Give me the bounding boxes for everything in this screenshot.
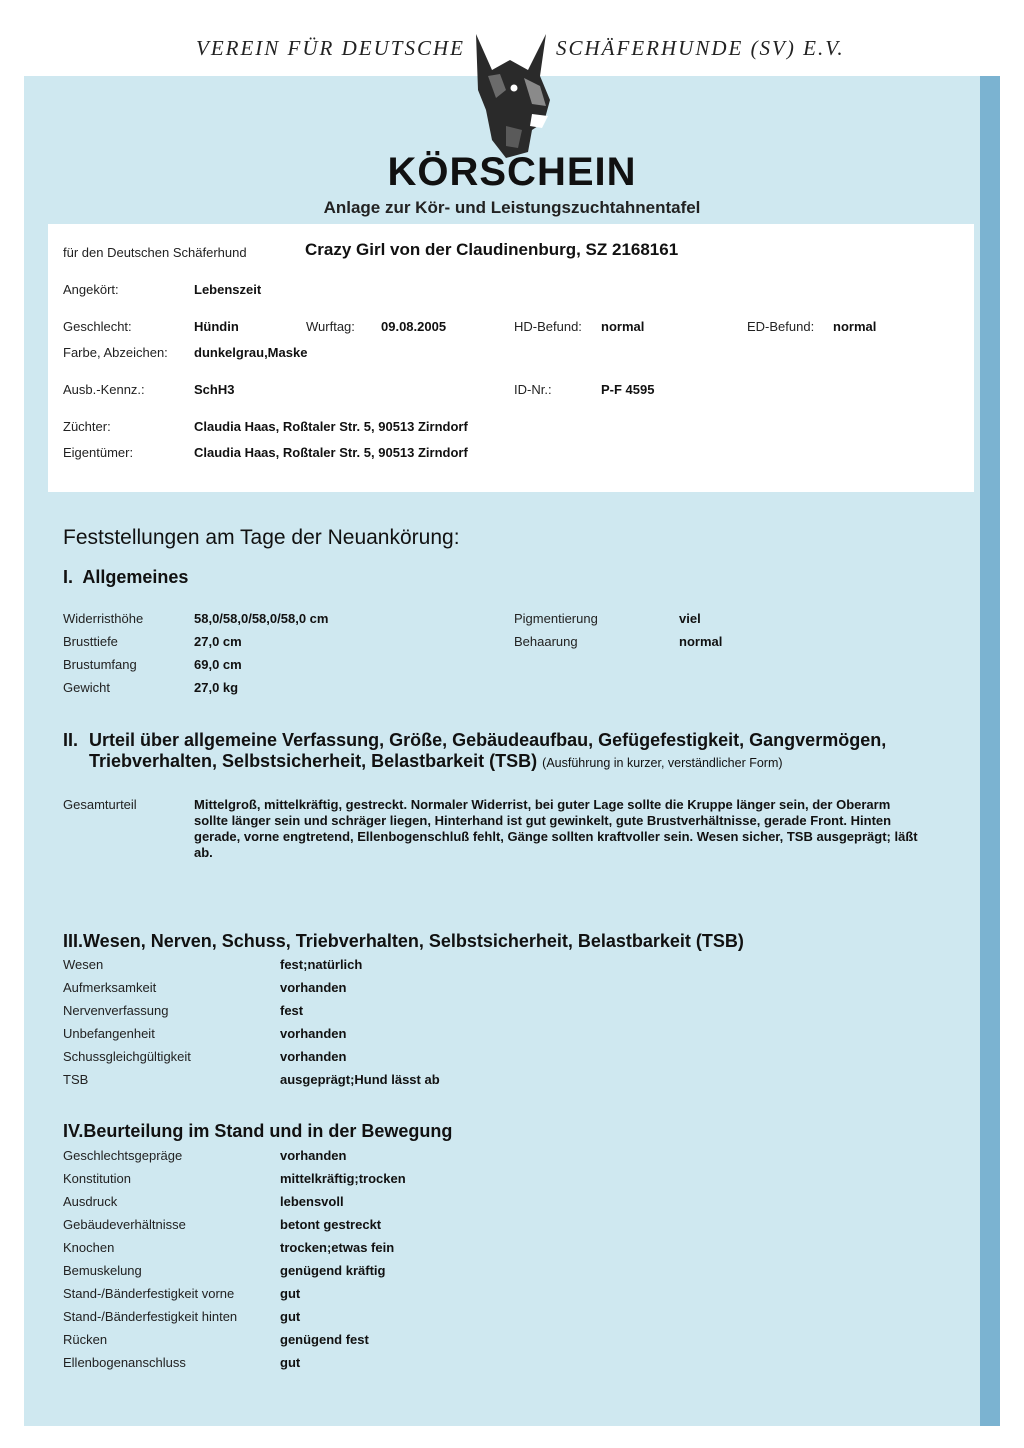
trait-value: mittelkräftig;trocken [280, 1171, 406, 1186]
trait-label: Konstitution [63, 1171, 131, 1186]
trait-value: gut [280, 1286, 301, 1301]
trait-value: vorhanden [280, 980, 347, 995]
trait-value: ausgeprägt;Hund lässt ab [280, 1072, 440, 1087]
trait-label: Bemuskelung [63, 1263, 142, 1278]
header-right-text: SCHÄFERHUNDE (SV) E.V. [556, 36, 845, 60]
section-4-heading: IV.Beurteilung im Stand und in der Bewegung [63, 1121, 453, 1141]
dog-info-box [48, 224, 974, 492]
trait-value: genügend fest [280, 1332, 369, 1347]
trait-value: trocken;etwas fein [280, 1240, 395, 1255]
document-title: KÖRSCHEIN [387, 150, 637, 194]
hd-label: HD-Befund: [514, 319, 582, 334]
for-label: für den Deutschen Schäferhund [63, 245, 247, 260]
measure-label: Pigmentierung [514, 611, 598, 626]
section-2-heading: Urteil über allgemeine Verfassung, Größe, Gebäudeaufbau, Gefügefestigkeit, Gangvermögen, [89, 730, 887, 750]
gesamturteil-text: Mittelgroß, mittelkräftig, gestreckt. Normaler Widerrist, bei guter Lage sollte die Kruppe länger sein, der Oberarm sollte länger sein und schräger liegen, Hinterhand ist gut gewinkelt, gute Brustverhältnisse, gerade Front. Hinten gerade, vorne engtretend, Ellenbogenschluß fehlt, Gänge sollten kraftvoller sein. Wesen sicher, TSB ausgeprägt; läßt ab. [194, 797, 918, 860]
section-2-num: II. [63, 730, 79, 750]
measure-value: 69,0 cm [194, 657, 242, 672]
angekoert-value: Lebenszeit [194, 282, 262, 297]
trait-label: Schussgleichgültigkeit [63, 1049, 191, 1064]
trait-value: vorhanden [280, 1049, 347, 1064]
measure-label: Brustumfang [63, 657, 137, 672]
side-stripe [980, 76, 1000, 1426]
section-3-heading: III.Wesen, Nerven, Schuss, Triebverhalten, Selbstsicherheit, Belastbarkeit (TSB) [63, 931, 744, 951]
id-label: ID-Nr.: [514, 382, 552, 397]
trait-label: Rücken [63, 1332, 108, 1347]
hd-value: normal [601, 319, 645, 334]
measure-label: Behaarung [514, 634, 578, 649]
dog-name: Crazy Girl von der Claudinenburg, SZ 2168161 [305, 240, 679, 259]
trait-label: Stand-/Bänderfestigkeit vorne [63, 1286, 235, 1301]
document-subtitle: Anlage zur Kör- und Leistungszuchtahnentafel [323, 198, 701, 217]
measure-label: Brusttiefe [63, 634, 118, 649]
trait-label: Unbefangenheit [63, 1026, 155, 1041]
trait-value: gut [280, 1309, 301, 1324]
eigentuemer-value: Claudia Haas, Roßtaler Str. 5, 90513 Zirndorf [194, 445, 468, 460]
header-left-text: VEREIN FÜR DEUTSCHE [196, 36, 465, 60]
trait-label: Gebäudeverhältnisse [63, 1217, 186, 1232]
measure-label: Gewicht [63, 680, 110, 695]
findings-heading: Feststellungen am Tage der Neuankörung: [63, 526, 460, 549]
trait-value: betont gestreckt [280, 1217, 382, 1232]
shepherd-dog-head-icon [466, 30, 556, 160]
measure-value: 58,0/58,0/58,0/58,0 cm [194, 611, 329, 626]
trait-label: Wesen [63, 957, 104, 972]
farbe-value: dunkelgrau,Maske [194, 345, 308, 360]
trait-label: TSB [63, 1072, 89, 1087]
section-1-heading: I. Allgemeines [63, 567, 189, 587]
zuechter-label: Züchter: [63, 419, 111, 434]
wurftag-value: 09.08.2005 [381, 319, 447, 334]
geschlecht-value: Hündin [194, 319, 239, 334]
ed-label: ED-Befund: [747, 319, 815, 334]
trait-label: Aufmerksamkeit [63, 980, 157, 995]
gesamturteil-label: Gesamturteil [63, 797, 137, 812]
eigentuemer-label: Eigentümer: [63, 445, 134, 460]
trait-value: vorhanden [280, 1026, 347, 1041]
trait-label: Ausdruck [63, 1194, 118, 1209]
farbe-label: Farbe, Abzeichen: [63, 345, 168, 360]
trait-value: gut [280, 1355, 301, 1370]
trait-label: Nervenverfassung [63, 1003, 169, 1018]
trait-value: genügend kräftig [280, 1263, 386, 1278]
measure-value: viel [679, 611, 701, 626]
ausb-value: SchH3 [194, 382, 235, 397]
measure-label: Widerristhöhe [63, 611, 144, 626]
geschlecht-label: Geschlecht: [63, 319, 132, 334]
trait-value: fest [280, 1003, 304, 1018]
trait-label: Geschlechtsgepräge [63, 1148, 183, 1163]
zuechter-value: Claudia Haas, Roßtaler Str. 5, 90513 Zirndorf [194, 419, 468, 434]
trait-label: Knochen [63, 1240, 115, 1255]
measure-value: normal [679, 634, 723, 649]
trait-value: lebensvoll [280, 1194, 344, 1209]
ausb-label: Ausb.-Kennz.: [63, 382, 145, 397]
trait-label: Stand-/Bänderfestigkeit hinten [63, 1309, 238, 1324]
id-value: P-F 4595 [601, 382, 655, 397]
trait-label: Ellenbogenanschluss [63, 1355, 186, 1370]
angekoert-label: Angekört: [63, 282, 119, 297]
measure-value: 27,0 cm [194, 634, 242, 649]
wurftag-label: Wurftag: [306, 319, 355, 334]
ed-value: normal [833, 319, 877, 334]
trait-value: vorhanden [280, 1148, 347, 1163]
section-2-heading-line2: Triebverhalten, Selbstsicherheit, Belastbarkeit (TSB) (Ausführung in kurzer, verständlicher Form) [89, 751, 783, 771]
measure-value: 27,0 kg [194, 680, 239, 695]
trait-value: fest;natürlich [280, 957, 363, 972]
